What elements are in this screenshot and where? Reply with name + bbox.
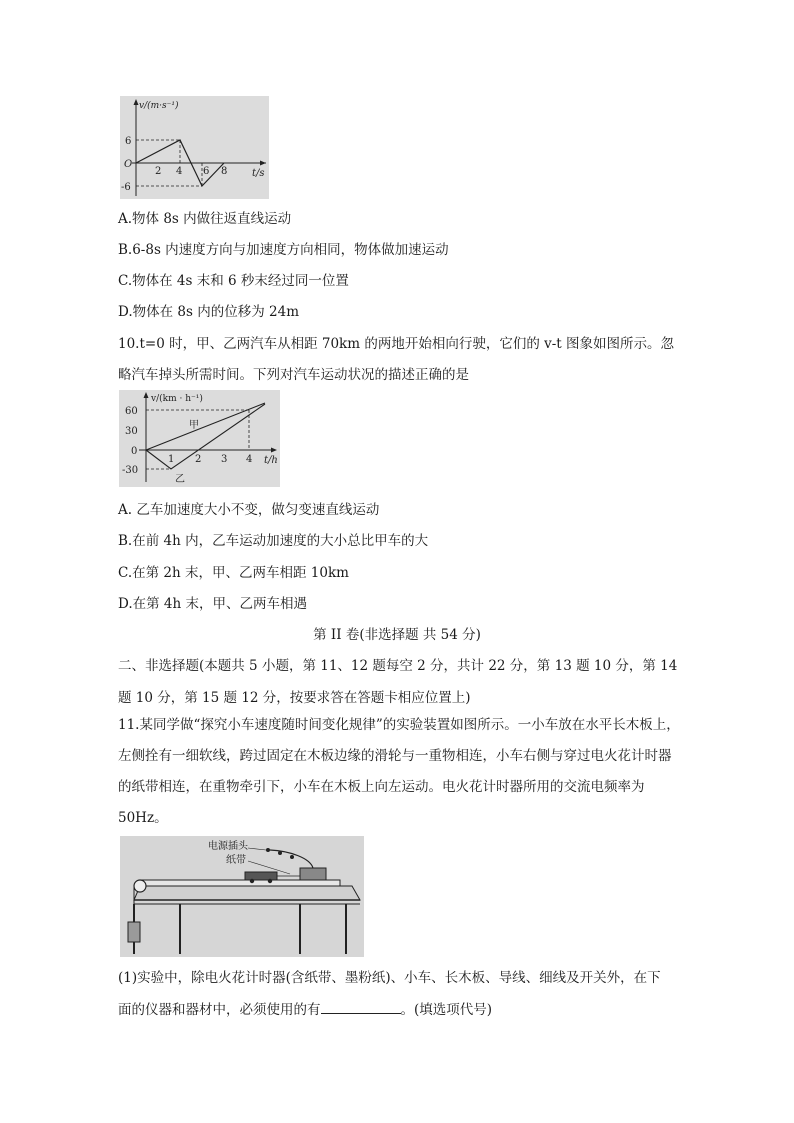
- q10-x-tick-1: 1: [168, 454, 175, 465]
- q9-x-axis-label: t/s: [252, 168, 265, 179]
- answer-blank[interactable]: [321, 1001, 401, 1014]
- q10-series-jia-label: 甲: [189, 420, 199, 431]
- q10-stem-line2: 略汽车掉头所需时间。下列对汽车运动状况的描述正确的是: [118, 367, 469, 383]
- q10-option-b: B.在前 4h 内，乙车运动加速度的大小总比甲车的大: [118, 533, 429, 549]
- q9-x-tick-4: 4: [176, 166, 183, 177]
- q11-apparatus-figure: [120, 836, 364, 957]
- q10-option-d: D.在第 4h 末，甲、乙两车相遇: [118, 596, 307, 612]
- q9-y-tick-6: 6: [125, 136, 132, 147]
- q9-vt-graph: [120, 96, 269, 199]
- q10-y-axis-label: v/(km · h⁻¹): [151, 394, 203, 404]
- q10-vt-graph: [119, 390, 280, 487]
- q10-x-tick-2: 2: [195, 454, 202, 465]
- q10-x-tick-4: 4: [246, 454, 253, 465]
- q11-label-paper-tape: 纸带: [226, 855, 246, 866]
- q9-x-tick-2: 2: [155, 166, 162, 177]
- q11-sub1-text-after: 。(填选项代号): [400, 1002, 493, 1018]
- q10-y-tick-60: 60: [125, 406, 138, 417]
- q10-y-tick-0: 0: [131, 446, 138, 457]
- q10-y-tick-neg30: -30: [122, 465, 139, 476]
- q9-origin-label: O: [124, 159, 133, 170]
- q10-stem-line1: 10.t=0 时，甲、乙两汽车从相距 70km 的两地开始相向行驶，它们的 v-t 图象如图所示。忽: [118, 336, 675, 352]
- section2-intro-line2: 题 10 分，第 15 题 12 分，按要求答在答题卡相应位置上): [118, 690, 471, 706]
- q9-y-tick-neg6: -6: [121, 182, 131, 193]
- section2-heading: 第 II 卷(非选择题 共 54 分): [313, 627, 481, 643]
- q10-y-tick-30: 30: [125, 426, 138, 437]
- q10-option-c: C.在第 2h 末，甲、乙两车相距 10km: [118, 565, 349, 581]
- q10-series-yi-label: 乙: [175, 474, 185, 485]
- q9-option-a: A.物体 8s 内做往返直线运动: [118, 211, 292, 227]
- q11-label-power-plug: 电源插头: [208, 841, 248, 852]
- q10-x-tick-3: 3: [221, 454, 228, 465]
- q9-x-tick-6: 6: [203, 166, 210, 177]
- q9-option-b: B.6-8s 内速度方向与加速度方向相同，物体做加速运动: [118, 242, 449, 258]
- q11-sub1-text-before: 面的仪器和器材中，必须使用的有: [118, 1002, 321, 1018]
- q9-y-axis-label: v/(m·s⁻¹): [139, 101, 179, 111]
- q11-sub1-line1: (1)实验中，除电火花计时器(含纸带、墨粉纸)、小车、长木板、导线、细线及开关外，在下: [118, 970, 661, 986]
- q9-option-c: C.物体在 4s 末和 6 秒末经过同一位置: [118, 273, 349, 289]
- q10-option-a: A. 乙车加速度大小不变，做匀变速直线运动: [118, 502, 380, 518]
- section2-intro-line1: 二、非选择题(本题共 5 小题，第 11、12 题每空 2 分，共计 22 分，第 13 题 10 分，第 14: [118, 658, 678, 674]
- q10-x-axis-label: t/h: [264, 455, 278, 466]
- q11-stem: 11.某同学做“探究小车速度随时间变化规律”的实验装置如图所示。一小车放在水平长木板上，左侧拴有一细软线，跨过固定在木板边缘的滑轮与一重物相连，小车右侧与穿过电火花计时器的纸带相连，在重物牵引下，小车在木板上向左运动。电火花计时器所用的交流电频率为 50Hz。: [118, 717, 680, 826]
- q9-option-d: D.物体在 8s 内的位移为 24m: [118, 304, 300, 320]
- q9-x-tick-8: 8: [221, 166, 228, 177]
- q11-sub1-line2: [118, 998, 492, 1018]
